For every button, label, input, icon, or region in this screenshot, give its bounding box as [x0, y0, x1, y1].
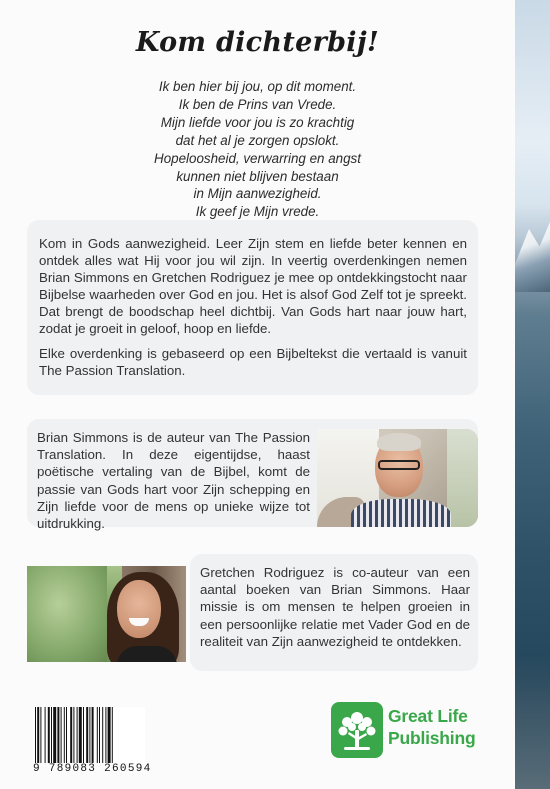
poem-line: in Mijn aanwezigheid.	[193, 186, 322, 202]
author-brian-bio: Brian Simmons is de auteur van The Passion Translation. In deze eigentijdse, haast poëtische vertaling van de Bijbel, komt de passie van Gods hart voor Zijn schepping en Zijn liefde voor de mens op unieke wijze tot uitdrukking.	[37, 430, 310, 532]
author-gretchen-bio: Gretchen Rodriguez is co-auteur van een aantal boeken van Brian Simmons. Haar missie is om mensen te helpen groeien in een persoonlijke relatie met Vader God en de realiteit van Zijn aanwezigheid te ontdekken.	[200, 565, 470, 649]
poem-line: Ik ben hier bij jou, op dit moment.	[158, 79, 357, 94]
poem-line: Ik geef je Mijn vrede.	[195, 204, 320, 220]
author-brian-photo	[317, 429, 478, 527]
isbn-digits: 9 789083 260594	[33, 763, 152, 775]
author-gretchen-box	[190, 554, 478, 671]
poem-line: kunnen niet blijven bestaan	[176, 168, 339, 184]
intro-paragraph-1: Kom in Gods aanwezigheid. Leer Zijn stem en liefde beter kennen en ontdek alles wat Hij voor jou wil zijn. In veertig overdenkingen nemen Brian Simmons en Gretchen Rodriguez je mee op ontdekkingstocht naar Bijbelse waarheden over God en jou. Het is alsof God Zelf tot je spreekt. Dat brengt de boodschap heel dichtbij. Van Gods hart naar jouw hart, zodat je groeit in geloof, hoop en liefde.	[39, 236, 467, 336]
poem-line: Mijn liefde voor jou is zo krachtig	[160, 114, 355, 130]
cover-photo-strip	[515, 0, 550, 789]
poem	[0, 78, 515, 221]
intro-box	[27, 220, 478, 395]
cover-heading: Kom dichterbij!	[135, 27, 380, 58]
barcode	[33, 707, 145, 763]
intro-paragraph-2: Elke overdenking is gebaseerd op een Bijbeltekst die vertaald is vanuit The Passion Translation.	[39, 346, 467, 378]
poem-line: Ik ben de Prins van Vrede.	[178, 96, 337, 112]
publisher-name-line2: Publishing	[388, 728, 476, 748]
poem-line: Hopeloosheid, verwarring en angst	[154, 150, 361, 166]
poem-line: dat het al je zorgen opslokt.	[175, 132, 340, 148]
author-gretchen-photo	[27, 566, 186, 662]
publisher-name-line1: Great Life	[388, 706, 468, 726]
publisher-logo	[330, 700, 478, 760]
intro-text	[39, 235, 467, 379]
